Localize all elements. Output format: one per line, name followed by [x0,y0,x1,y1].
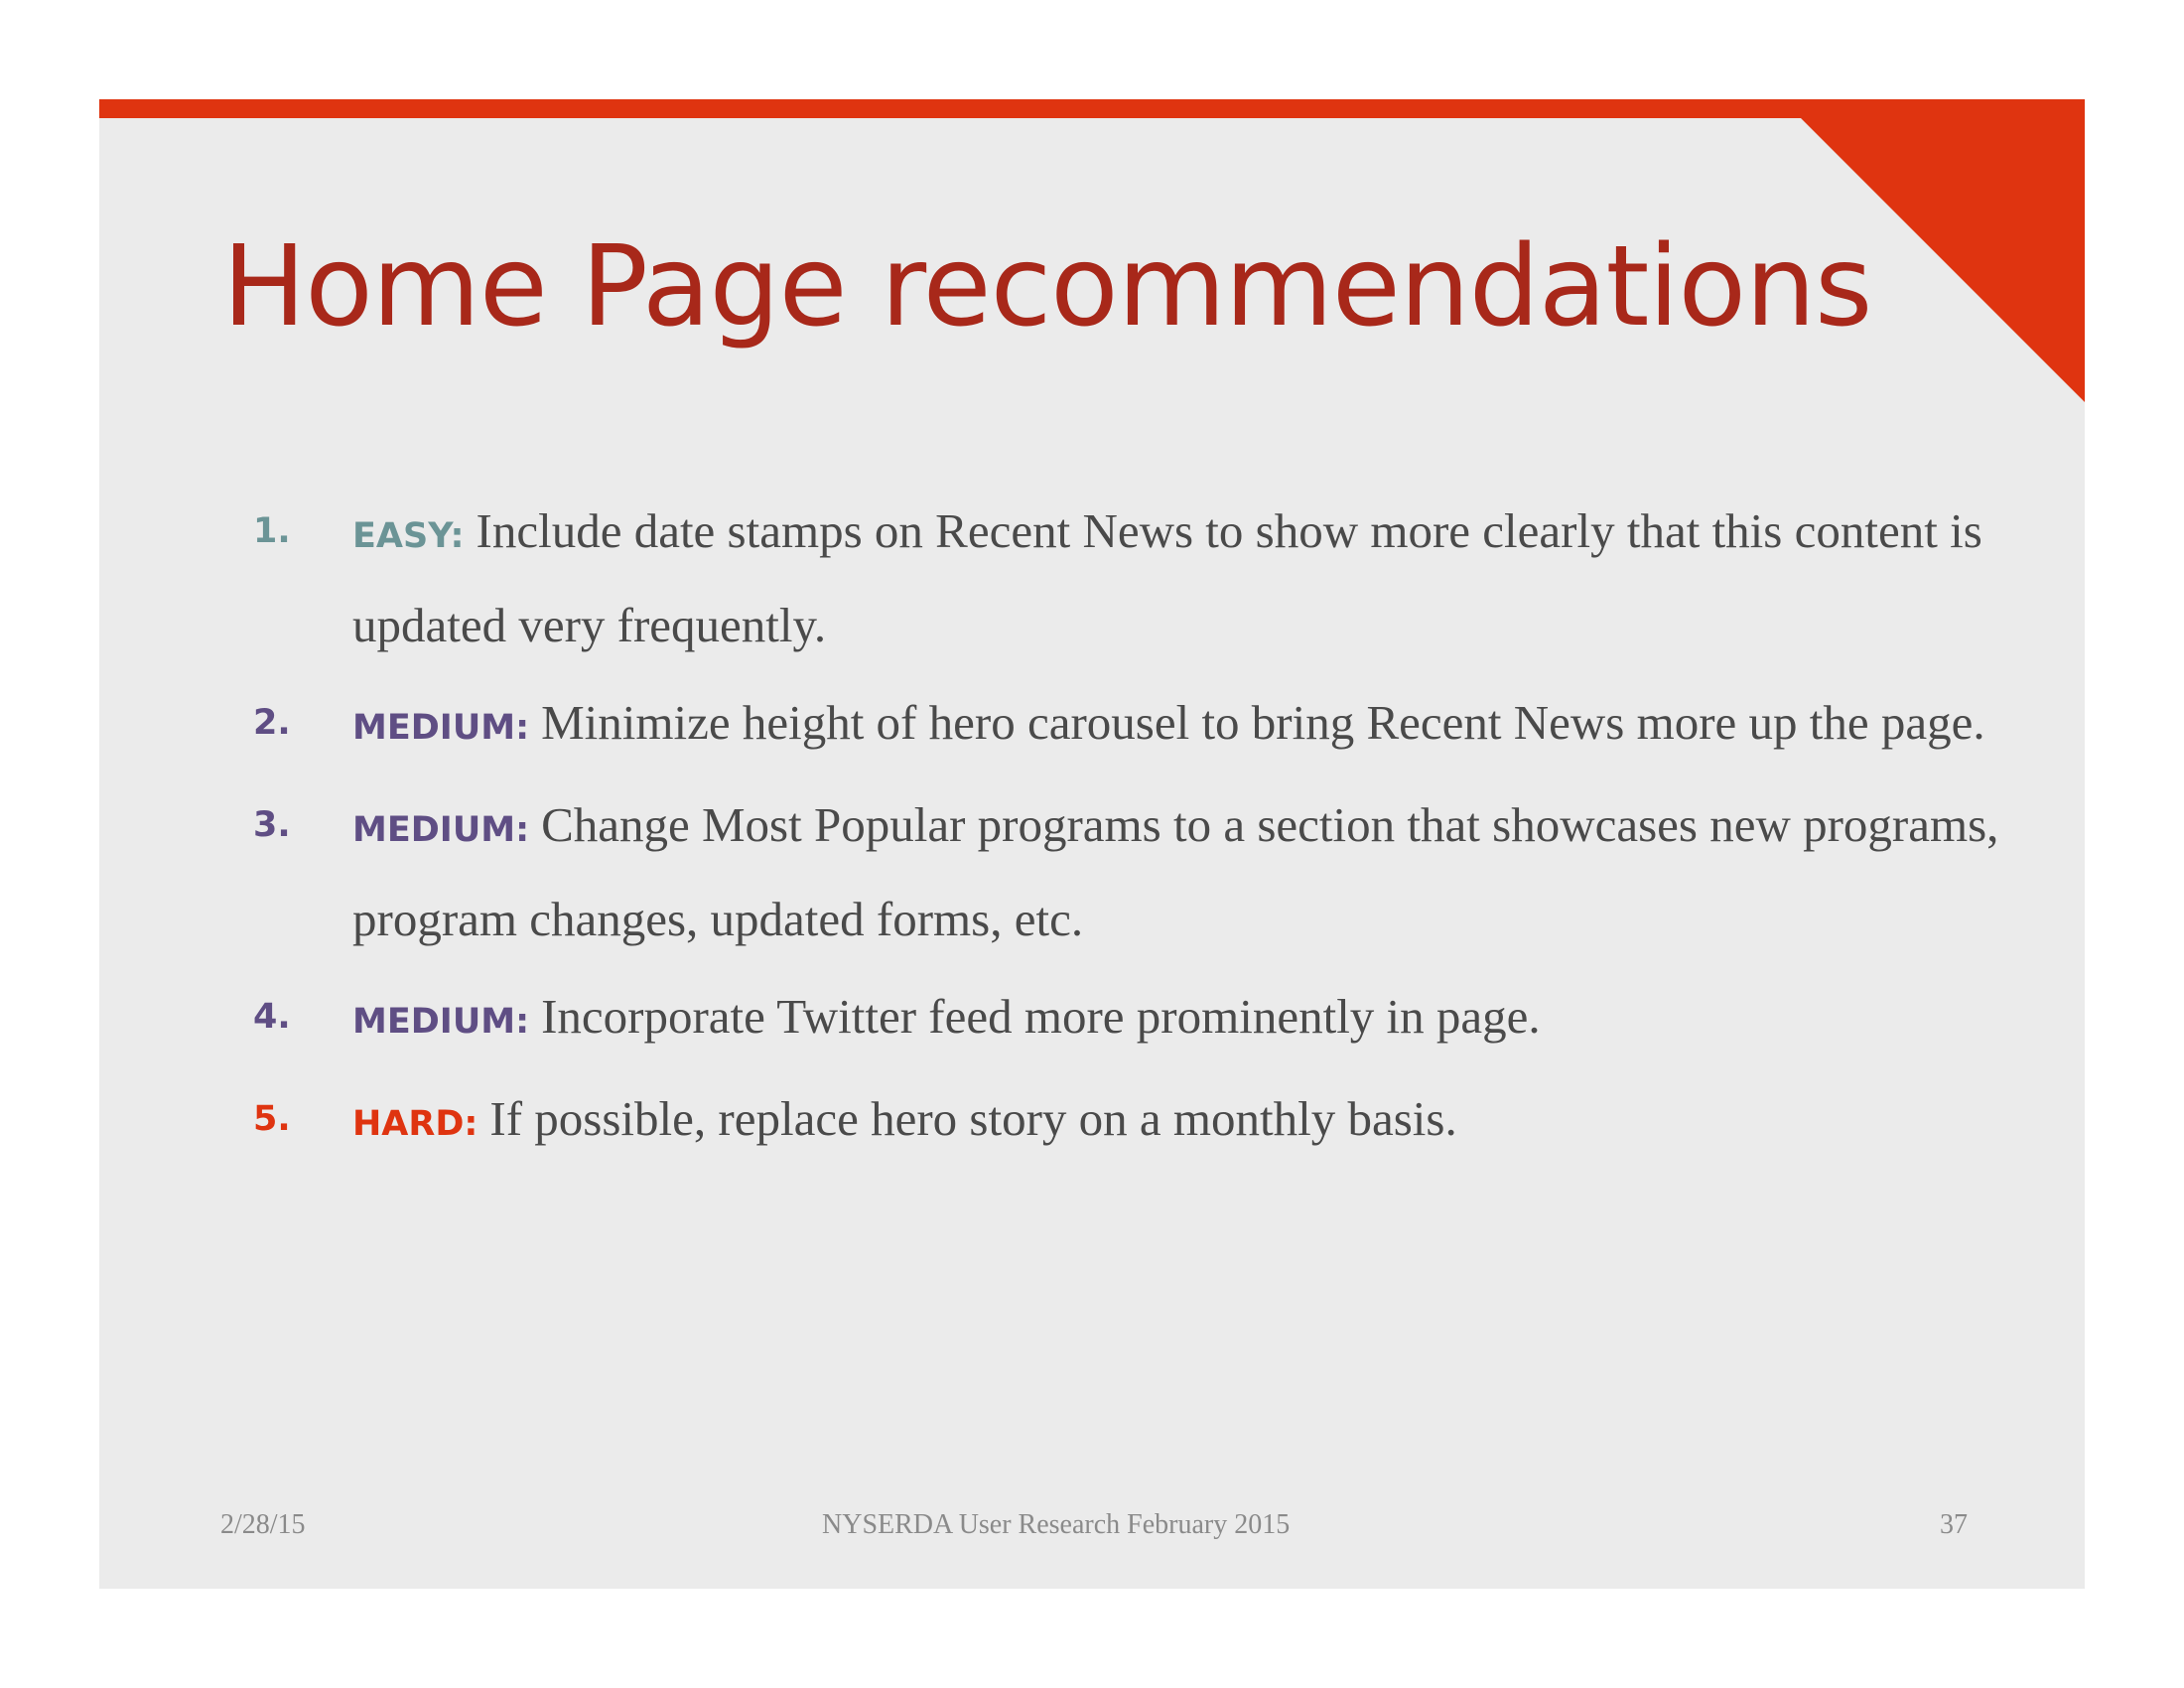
recommendation-text: Include date stamps on Recent News to show more clearly that this content is updated very frequently. [352,503,1982,652]
recommendation-number: 3. [253,805,291,845]
footer-title: NYSERDA User Research February 2015 [822,1509,1291,1540]
difficulty-label: MEDIUM: [352,1002,530,1042]
recommendation-list [253,487,2000,1177]
recommendation-item [253,1074,2000,1169]
difficulty-label: MEDIUM: [352,810,530,850]
recommendation-body [352,1074,2000,1169]
recommendation-item [253,487,2000,670]
slide-title: Home Page recommendations [222,222,1872,352]
recommendation-number: 5. [253,1099,291,1139]
recommendation-text: Change Most Popular programs to a section that showcases new programs, program changes, updated forms, etc. [352,797,1999,946]
recommendation-body [352,678,2000,773]
recommendation-item [253,972,2000,1066]
footer-page-number: 37 [1940,1509,1968,1540]
recommendation-body [352,780,2000,964]
recommendation-number: 4. [253,997,291,1037]
recommendation-body [352,972,2000,1066]
difficulty-label: EASY: [352,516,465,556]
recommendation-text: If possible, replace hero story on a monthly basis. [489,1091,1457,1146]
recommendation-number: 1. [253,511,291,551]
recommendation-body [352,487,2000,670]
slide [99,99,2085,1589]
recommendation-text: Minimize height of hero carousel to bring Recent News more up the page. [541,695,1985,750]
difficulty-label: MEDIUM: [352,708,530,748]
recommendation-item [253,678,2000,773]
recommendation-text: Incorporate Twitter feed more prominently in page. [541,989,1541,1044]
recommendation-number: 2. [253,703,291,743]
difficulty-label: HARD: [352,1104,478,1144]
footer-date: 2/28/15 [220,1509,306,1540]
recommendation-item [253,780,2000,964]
